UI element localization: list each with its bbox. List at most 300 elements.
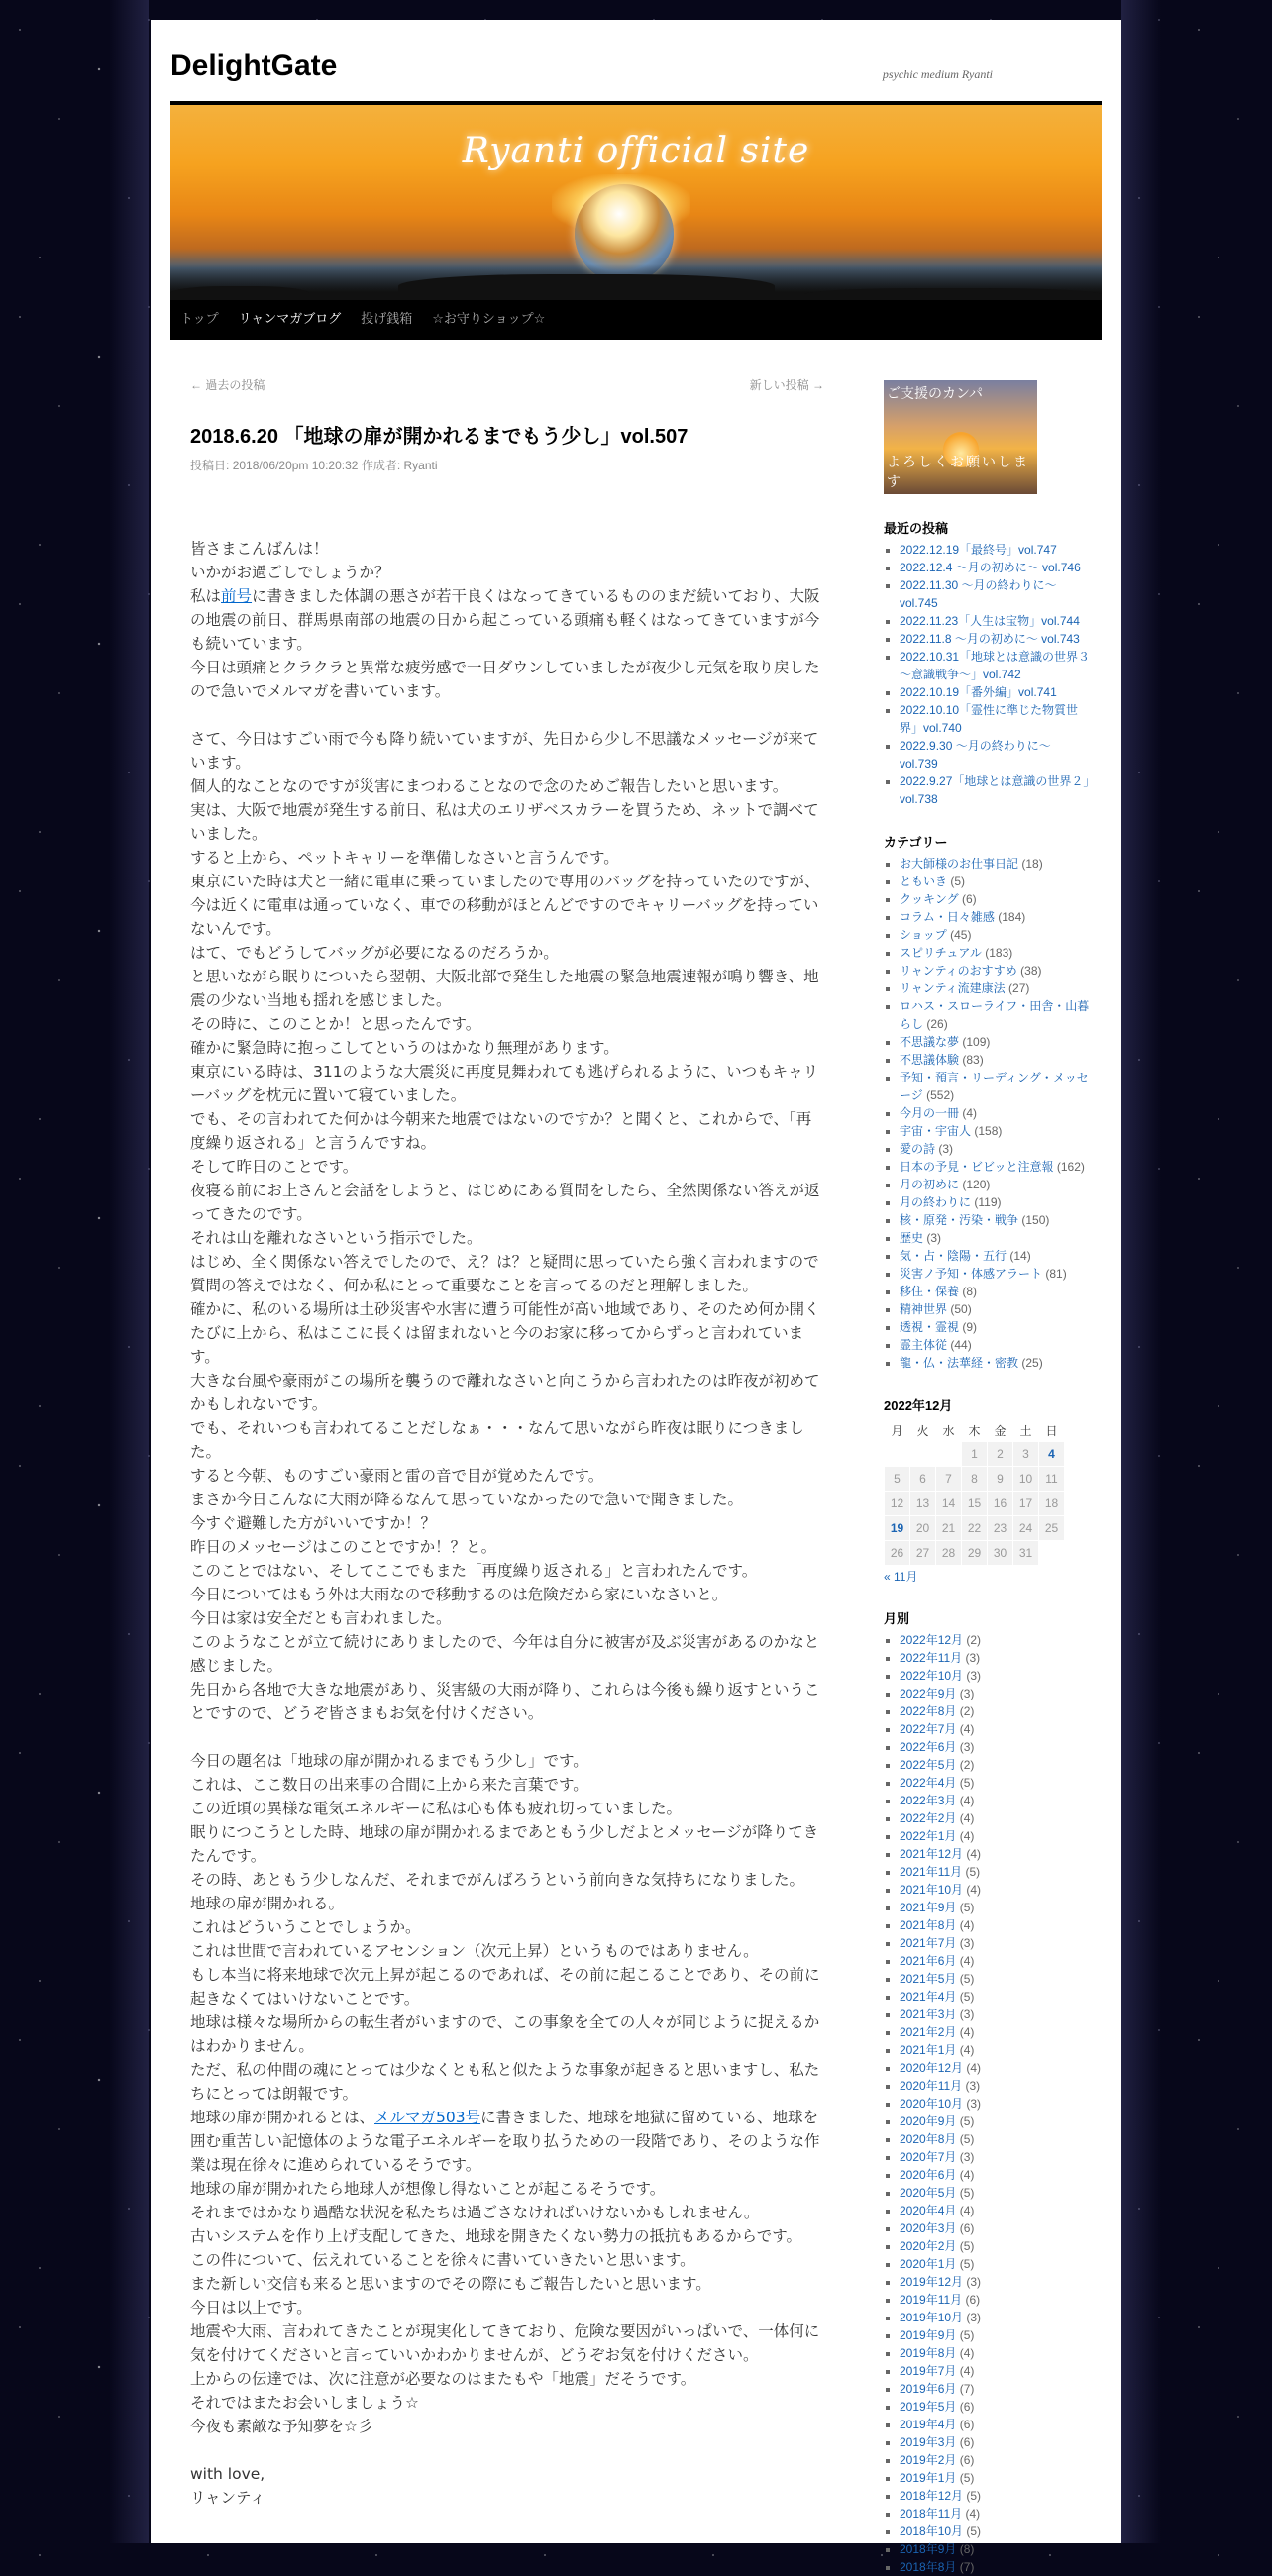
category-count: (552)	[926, 1088, 955, 1102]
category-item	[900, 1265, 1092, 1283]
archive-item	[900, 1863, 1092, 1881]
calendar-day: 14	[936, 1492, 961, 1515]
category-count: (184)	[998, 910, 1026, 924]
archive-count: (8)	[959, 2542, 975, 2556]
calendar-week	[885, 1516, 1064, 1540]
archive-link[interactable]: 2020年11月	[900, 2079, 963, 2093]
calendar-day: 27	[910, 1541, 935, 1565]
calendar-weekday: 火	[916, 1423, 929, 1438]
post-paragraph: 地震や大雨、言われてきたことが現実化してきており、危険な要因がいっぱいで、一体何に気を付けてくださいと言っていいかわかりませんが、どうぞお気を付けください。	[190, 2322, 820, 2364]
archive-link[interactable]: 2022年5月	[900, 1758, 957, 1772]
category-link[interactable]: 精神世界	[900, 1302, 948, 1316]
calendar-day: 30	[988, 1541, 1012, 1565]
archive-link[interactable]: 2018年11月	[900, 2507, 963, 2521]
archive-count: (3)	[966, 2275, 982, 2289]
archive-count: (5)	[959, 1990, 975, 2004]
archive-count: (3)	[966, 2097, 982, 2111]
recent-post-item	[900, 559, 1092, 576]
archive-item	[900, 1845, 1092, 1863]
archive-link[interactable]: 2020年8月	[900, 2132, 957, 2146]
post-date-link[interactable]: 2018/06/20pm 10:20:32	[232, 459, 359, 472]
post-paragraph: 確かに緊急時に抱っこしてというのはかなり無理があります。	[190, 1039, 619, 1057]
calendar-day: 24	[1013, 1516, 1038, 1540]
archive-link[interactable]: 2019年4月	[900, 2418, 957, 2431]
post-paragraph: 東京にいる時は、311のような大震災に再度見舞われても逃げられるように、いつもキャリーバッグを枕元に置いて寝ていました。	[190, 1063, 819, 1104]
archive-item	[900, 2059, 1092, 2077]
calendar-day[interactable]: 4	[1039, 1442, 1064, 1466]
archive-count: (4)	[965, 2507, 981, 2521]
calendar-day: 5	[885, 1467, 909, 1491]
archive-link[interactable]: 2022年9月	[900, 1687, 957, 1700]
archive-item	[900, 1809, 1092, 1827]
archive-link[interactable]: 2020年2月	[900, 2239, 957, 2253]
post-paragraph	[190, 584, 824, 656]
archive-item	[900, 2130, 1092, 2148]
post-paragraph: このことではない、そしてここでもまた「再度繰り返される」と言われたんです。	[190, 1562, 758, 1580]
main-menu	[170, 300, 1102, 340]
archive-link[interactable]: 2021年11月	[900, 1865, 963, 1879]
category-link[interactable]: リャンティ流建康法	[900, 981, 1006, 995]
archive-link[interactable]: 2020年9月	[900, 2114, 957, 2128]
categories-list	[884, 855, 1092, 1372]
archive-link[interactable]: 2020年3月	[900, 2221, 957, 2235]
archive-link[interactable]: 2022年11月	[900, 1651, 963, 1665]
archive-item	[900, 2523, 1092, 2540]
archive-item	[900, 1792, 1092, 1809]
archive-count: (5)	[959, 2186, 975, 2200]
category-item	[900, 1176, 1092, 1193]
category-link[interactable]: 歴史	[900, 1231, 924, 1245]
category-link[interactable]: リャンティのおすすめ	[900, 964, 1017, 978]
recent-post-item	[900, 737, 1092, 773]
archive-count: (3)	[965, 1651, 981, 1665]
archive-link[interactable]: 2021年2月	[900, 2025, 957, 2039]
archive-link[interactable]: 2020年6月	[900, 2168, 957, 2182]
archive-count: (4)	[959, 1722, 975, 1736]
archive-link[interactable]: 2018年10月	[900, 2524, 964, 2538]
recent-post-link[interactable]: 2022.10.19「番外編」vol.741	[900, 685, 1057, 699]
category-link[interactable]: 災害ノ予知・体感アラート	[900, 1267, 1043, 1281]
category-link[interactable]: クッキング	[900, 892, 959, 906]
archive-count: (3)	[966, 2311, 982, 2324]
post-paragraph: 先日から各地で大きな地震があり、災害級の大雨が降り、これらは今後も繰り返すということですので、どうぞ皆さまもお気を付けください。	[190, 1681, 820, 1722]
calendar-day: 15	[962, 1492, 987, 1515]
category-link[interactable]: 霊主体従	[900, 1338, 948, 1352]
calendar-weekday: 木	[968, 1423, 981, 1438]
archive-item	[900, 1934, 1092, 1952]
archive-link[interactable]: 2019年7月	[900, 2364, 957, 2378]
post-paragraph: それではまたお会いしましょう☆	[190, 2394, 419, 2412]
archive-count: (5)	[959, 1901, 975, 1914]
archive-count: (4)	[959, 2204, 975, 2217]
post-paragraph: 上からの伝達では、次に注意が必要なのはまたもや「地震」だそうです。	[190, 2370, 696, 2388]
archive-count: (4)	[966, 2061, 982, 2075]
category-count: (5)	[950, 875, 966, 888]
category-item	[900, 908, 1092, 926]
calendar-empty-cell	[936, 1442, 961, 1466]
category-count: (109)	[962, 1035, 991, 1049]
archive-item	[900, 2380, 1092, 2398]
archive-link[interactable]: 2022年10月	[900, 1669, 964, 1683]
recent-post-link[interactable]: 2022.11.30 ～月の終わりに～ vol.745	[900, 578, 1057, 610]
archive-item	[900, 2041, 1092, 2059]
archive-item	[900, 2273, 1092, 2291]
archive-item	[900, 1667, 1092, 1685]
calendar-day: 9	[988, 1467, 1012, 1491]
archive-link[interactable]: 2020年12月	[900, 2061, 964, 2075]
calendar-weekday: 日	[1045, 1423, 1058, 1438]
archive-link[interactable]: 2022年8月	[900, 1704, 957, 1718]
archive-item	[900, 2077, 1092, 2095]
calendar-weekday: 土	[1019, 1423, 1032, 1438]
next-post-link[interactable]: 新しい投稿 →	[749, 378, 824, 392]
support-banner-title: ご支援のカンパ	[887, 386, 984, 402]
archive-item	[900, 2469, 1092, 2487]
calendar-day: 6	[910, 1467, 935, 1491]
recent-post-item	[900, 630, 1092, 648]
category-item	[900, 1300, 1092, 1318]
post-paragraph: 地球の扉が開かれる。	[190, 1895, 345, 1912]
category-item	[900, 979, 1092, 997]
archive-item	[900, 2184, 1092, 2202]
signature-line: リャンティ	[190, 2489, 265, 2507]
archive-link[interactable]: 2022年2月	[900, 1811, 957, 1825]
recent-post-link[interactable]: 2022.11.23「人生は宝物」vol.744	[900, 614, 1080, 628]
menu-item[interactable]: ☆お守りショップ☆	[432, 311, 546, 326]
category-item	[900, 1283, 1092, 1300]
category-count: (44)	[950, 1338, 972, 1352]
archive-item	[900, 1970, 1092, 1988]
category-count: (6)	[961, 892, 977, 906]
calendar-day: 26	[885, 1541, 909, 1565]
post-paragraph: 皆さまこんばんは！	[190, 540, 329, 558]
post-paragraph: 今日は家は安全だとも言われました。	[190, 1609, 452, 1627]
archive-count: (2)	[966, 1633, 982, 1647]
calendar-week	[885, 1467, 1064, 1491]
category-item	[900, 926, 1092, 944]
archive-count: (5)	[959, 2114, 975, 2128]
calendar-empty-cell	[910, 1442, 935, 1466]
archive-item	[900, 2344, 1092, 2362]
site-title[interactable]: DelightGate	[170, 50, 338, 82]
calendar-day: 7	[936, 1467, 961, 1491]
archive-link[interactable]: 2019年9月	[900, 2328, 957, 2342]
post-paragraph: すると上から、ペットキャリーを準備しなさいと言うんです。	[190, 849, 619, 867]
archive-link[interactable]: 2020年4月	[900, 2204, 957, 2217]
post-navigation	[190, 376, 824, 396]
archive-count: (3)	[959, 1936, 975, 1950]
archive-item	[900, 1827, 1092, 1845]
category-item	[900, 855, 1092, 873]
archive-item	[900, 1988, 1092, 2006]
archive-item	[900, 1916, 1092, 1934]
post-paragraph: また新しい交信も来ると思いますのでその際にもご報告したいと思います。	[190, 2275, 711, 2293]
post-paragraph: 今日は以上です。	[190, 2299, 312, 2317]
post-paragraph: でも、その言われてた何かは今朝来た地震ではないのですか？と聞くと、これからで、「再度繰り返される」と言うんですね。	[190, 1110, 812, 1152]
archive-link[interactable]: 2020年10月	[900, 2097, 964, 2111]
post-paragraph: 眠りにつこうとした時、地球の扉が開かれるまであともう少しだよとメッセージが降りてきたんです。	[190, 1823, 819, 1865]
archive-link[interactable]: 2022年6月	[900, 1740, 957, 1754]
post-title: 2018.6.20 「地球の扉が開かれるまでもう少し」vol.507	[190, 426, 689, 448]
archive-item	[900, 2166, 1092, 2184]
newsletter-503-link[interactable]: メルマガ503号	[374, 2109, 481, 2126]
post-paragraph: それは山を離れなさいという指示でした。	[190, 1229, 482, 1247]
archive-count: (5)	[959, 2257, 975, 2271]
calendar-weekday: 月	[891, 1423, 903, 1438]
archive-item	[900, 2326, 1092, 2344]
archive-link[interactable]: 2019年3月	[900, 2435, 957, 2449]
page-glow-left	[109, 0, 149, 2543]
archive-count: (5)	[966, 2489, 982, 2503]
category-link[interactable]: コラム・日々雑感	[900, 910, 995, 924]
category-link[interactable]: 核・原発・汚染・戦争	[900, 1213, 1019, 1227]
archive-count: (2)	[959, 1704, 975, 1718]
calendar-day: 21	[936, 1516, 961, 1540]
archive-link[interactable]: 2019年5月	[900, 2400, 957, 2414]
archive-link[interactable]: 2020年5月	[900, 2186, 957, 2200]
category-count: (9)	[962, 1320, 978, 1334]
archive-link[interactable]: 2018年9月	[900, 2542, 957, 2556]
archive-item	[900, 2148, 1092, 2166]
post-paragraph: 昨日のメッセージはこのことですか！？と。	[190, 1538, 497, 1556]
archive-link[interactable]: 2022年1月	[900, 1829, 957, 1843]
archive-count: (4)	[959, 2168, 975, 2182]
category-item	[900, 1033, 1092, 1051]
recent-post-link[interactable]: 2022.10.31「地球とは意識の世界３ ～意識戦争～」vol.742	[900, 650, 1091, 681]
category-link[interactable]: 移住・保養	[900, 1285, 960, 1298]
calendar-day: 12	[885, 1492, 909, 1515]
calendar-prev-month-link[interactable]: « 11月	[884, 1570, 918, 1584]
archive-count: (5)	[959, 2132, 975, 2146]
archive-count: (4)	[959, 1918, 975, 1932]
calendar-week	[885, 1541, 1064, 1565]
calendar-day: 2	[988, 1442, 1012, 1466]
category-item	[900, 1140, 1092, 1158]
recent-post-link[interactable]: 2022.12.4 ～月の初めに～ vol.746	[900, 561, 1081, 574]
archive-link[interactable]: 2018年8月	[900, 2560, 957, 2574]
archive-link[interactable]: 2019年10月	[900, 2311, 964, 2324]
calendar-day: 17	[1013, 1492, 1038, 1515]
category-item	[900, 1158, 1092, 1176]
archive-link[interactable]: 2021年8月	[900, 1918, 957, 1932]
archive-link[interactable]: 2019年1月	[900, 2471, 957, 2485]
archive-item	[900, 2398, 1092, 2416]
post-paragraph: 地球は様々な場所からの転生者がいますので、この事象を全ての人々が同じように捉えるかはわかりません。	[190, 2013, 820, 2055]
post-paragraph: 古いシステムを作り上げ支配してきた、地球を開きたくない勢力の抵抗もあるからです。	[190, 2227, 802, 2245]
post-paragraph: 今日の題名は「地球の扉が開かれるまでもう少し」です。	[190, 1752, 588, 1770]
calendar-day: 29	[962, 1541, 987, 1565]
archive-link[interactable]: 2020年1月	[900, 2257, 957, 2271]
recent-post-link[interactable]: 2022.12.19「最終号」vol.747	[900, 543, 1057, 557]
archive-link[interactable]: 2022年3月	[900, 1794, 957, 1807]
recent-post-item	[900, 701, 1092, 737]
category-link[interactable]: 予知・預言・リーディング・メッセージ	[900, 1071, 1089, 1102]
post-paragraph: 個人的なことなのですが災害にまつわることなので念のためご報告したいと思います。	[190, 777, 789, 795]
category-count: (3)	[938, 1142, 954, 1156]
archive-item	[900, 2451, 1092, 2469]
category-link[interactable]: スピリチュアル	[900, 946, 982, 960]
archive-item	[900, 2433, 1092, 2451]
recent-post-link[interactable]: 2022.9.30 ～月の終わりに～ vol.739	[900, 739, 1051, 771]
category-count: (150)	[1021, 1213, 1050, 1227]
recent-post-item	[900, 612, 1092, 630]
recent-posts-list	[884, 541, 1092, 808]
category-link[interactable]: 気・占・陰陽・五行	[900, 1249, 1007, 1263]
category-link[interactable]: ロハス・スローライフ・田舎・山暮らし	[900, 999, 1090, 1031]
archive-link[interactable]: 2021年1月	[900, 2043, 957, 2057]
sidebar	[884, 380, 1092, 2576]
post-meta	[190, 457, 824, 473]
category-item	[900, 1104, 1092, 1122]
calendar-weekday: 水	[942, 1423, 955, 1438]
post-text: 私は	[190, 587, 222, 605]
archive-item	[900, 2291, 1092, 2309]
signature	[190, 2462, 824, 2510]
archive-item	[900, 1899, 1092, 1916]
archives-list	[884, 1631, 1092, 2576]
category-link[interactable]: ともいき	[900, 875, 948, 888]
prev-post-link[interactable]: ← 過去の投稿	[190, 378, 265, 392]
category-link[interactable]: お大師様のお仕事日記	[900, 857, 1019, 871]
category-link[interactable]: 龍・仏・法華経・密教	[900, 1356, 1019, 1370]
archive-item	[900, 2416, 1092, 2433]
category-count: (26)	[926, 1017, 948, 1031]
archive-link[interactable]: 2021年12月	[900, 1847, 964, 1861]
archive-item	[900, 1738, 1092, 1756]
category-count: (25)	[1021, 1356, 1043, 1370]
post-paragraph: 確かに、私のいる場所は土砂災害や水害に遭う可能性が高い地域であり、そのため何か開くたびに上から、私はここに長くは留まれないと今のお家に移ってからずっと言われています。	[190, 1300, 820, 1366]
category-count: (27)	[1008, 981, 1030, 995]
post-paragraph: 実は、大阪で地震が発生する前日、私は犬のエリザベスカラーを買うため、ネットで調べていました。	[190, 801, 819, 843]
category-link[interactable]: 日本の予見・ビビッと注意報	[900, 1160, 1054, 1174]
site-description: psychic medium Ryanti	[882, 67, 993, 81]
support-banner-image[interactable]	[884, 380, 1037, 494]
archive-item	[900, 1685, 1092, 1702]
category-item	[900, 962, 1092, 979]
archive-count: (3)	[965, 2079, 981, 2093]
archive-count: (5)	[959, 2239, 975, 2253]
archive-link[interactable]: 2020年7月	[900, 2150, 957, 2164]
menu-item[interactable]: トップ	[180, 311, 219, 326]
recent-post-link[interactable]: 2022.10.10「霊性に準じた物質世界」vol.740	[900, 703, 1079, 735]
category-item	[900, 1318, 1092, 1336]
menu-item[interactable]: リャンマガブログ	[238, 311, 342, 326]
archive-count: (6)	[959, 2453, 975, 2467]
calendar-day: 13	[910, 1492, 935, 1515]
category-item	[900, 1247, 1092, 1265]
archive-link[interactable]: 2019年8月	[900, 2346, 957, 2360]
calendar-day: 31	[1013, 1541, 1038, 1565]
archive-link[interactable]: 2019年6月	[900, 2382, 957, 2396]
meta-posted-label: 投稿日:	[190, 459, 230, 472]
archive-count: (5)	[959, 1776, 975, 1790]
category-item	[900, 1336, 1092, 1354]
category-item	[900, 997, 1092, 1033]
category-count: (119)	[974, 1195, 1002, 1209]
archive-item	[900, 1720, 1092, 1738]
recent-post-link[interactable]: 2022.11.8 ～月の初めに～ vol.743	[900, 632, 1080, 646]
archive-count: (7)	[959, 2560, 975, 2574]
post-paragraph: 今日についてはもう外は大雨なので移動するのは危険だから家にいなさいと。	[190, 1586, 728, 1603]
archive-count: (3)	[959, 2008, 975, 2021]
category-link[interactable]: 宇宙・宇宙人	[900, 1124, 972, 1138]
previous-issue-link[interactable]: 前号	[221, 587, 253, 605]
calendar-caption: 2022年12月	[884, 1398, 953, 1413]
category-link[interactable]: ショップ	[900, 928, 947, 942]
archive-count: (4)	[959, 1811, 975, 1825]
category-count: (183)	[985, 946, 1013, 960]
category-link[interactable]: 愛の詩	[900, 1142, 936, 1156]
archive-count: (7)	[959, 2382, 975, 2396]
calendar-day: 1	[962, 1442, 987, 1466]
archive-link[interactable]: 2021年9月	[900, 1901, 957, 1914]
archive-link[interactable]: 2021年3月	[900, 2008, 957, 2021]
category-count: (50)	[950, 1302, 972, 1316]
archive-link[interactable]: 2018年12月	[900, 2489, 964, 2503]
archive-link[interactable]: 2021年4月	[900, 1990, 957, 2004]
calendar-day: 28	[936, 1541, 961, 1565]
category-count: (3)	[926, 1231, 942, 1245]
archive-link[interactable]: 2019年2月	[900, 2453, 957, 2467]
archive-link[interactable]: 2021年6月	[900, 1954, 957, 1968]
archive-link[interactable]: 2022年12月	[900, 1633, 964, 1647]
archive-link[interactable]: 2021年10月	[900, 1883, 964, 1897]
archive-count: (5)	[959, 2328, 975, 2342]
category-item	[900, 1193, 1092, 1211]
archive-link[interactable]: 2022年4月	[900, 1776, 957, 1790]
archive-item	[900, 1774, 1092, 1792]
archives-title: 月別	[884, 1611, 910, 1626]
archive-link[interactable]: 2022年7月	[900, 1722, 957, 1736]
category-count: (45)	[950, 928, 972, 942]
calendar-day[interactable]: 19	[885, 1516, 909, 1540]
category-item	[900, 1211, 1092, 1229]
archive-link[interactable]: 2021年7月	[900, 1936, 957, 1950]
calendar-day: 25	[1039, 1516, 1064, 1540]
archive-count: (6)	[965, 2293, 981, 2307]
recent-posts-title: 最近の投稿	[884, 521, 949, 536]
category-count: (38)	[1020, 964, 1042, 978]
calendar-weekday: 金	[994, 1423, 1007, 1438]
category-link[interactable]: 今月の一冊	[900, 1106, 960, 1120]
post-body	[190, 537, 824, 2510]
archive-count: (5)	[959, 1972, 975, 1986]
post-author-link[interactable]: Ryanti	[403, 459, 438, 472]
category-count: (120)	[962, 1178, 991, 1191]
category-link[interactable]: 月の終わりに	[900, 1195, 972, 1209]
post-paragraph: 東京にいた時は犬と一緒に電車に乗っていましたので専用のバッグを持っていたのですが、今は近くに電車は通っていなく、車での移動がほとんどですのでキャリーバッグを持っていないんです。	[190, 873, 820, 938]
category-link[interactable]: 不思議体験	[900, 1053, 960, 1067]
archive-count: (3)	[966, 1669, 982, 1683]
archive-link[interactable]: 2021年5月	[900, 1972, 957, 1986]
post-paragraph: 今すぐ避難した方がいいですか！？	[190, 1514, 437, 1532]
archive-item	[900, 2095, 1092, 2112]
category-item	[900, 1354, 1092, 1372]
archive-item	[900, 2237, 1092, 2255]
category-count: (81)	[1045, 1267, 1067, 1281]
category-link[interactable]: 透視・霊視	[900, 1320, 960, 1334]
menu-item[interactable]: 投げ銭箱	[361, 311, 413, 326]
category-link[interactable]: 月の初めに	[900, 1178, 960, 1191]
category-item	[900, 1051, 1092, 1069]
category-link[interactable]: 不思議な夢	[900, 1035, 960, 1049]
post-paragraph: このようなことが立て続けにありましたので、今年は自分に被害が及ぶ災害があるのかなと感じました。	[190, 1633, 820, 1675]
post-paragraph: まさか今日こんなに大雨が降るなんて思っていなかったので急いで聞きました。	[190, 1491, 744, 1508]
archive-link[interactable]: 2019年11月	[900, 2293, 963, 2307]
archive-link[interactable]: 2019年12月	[900, 2275, 964, 2289]
category-count: (83)	[962, 1053, 984, 1067]
recent-post-link[interactable]: 2022.9.27「地球とは意識の世界２」vol.738	[900, 774, 1090, 806]
